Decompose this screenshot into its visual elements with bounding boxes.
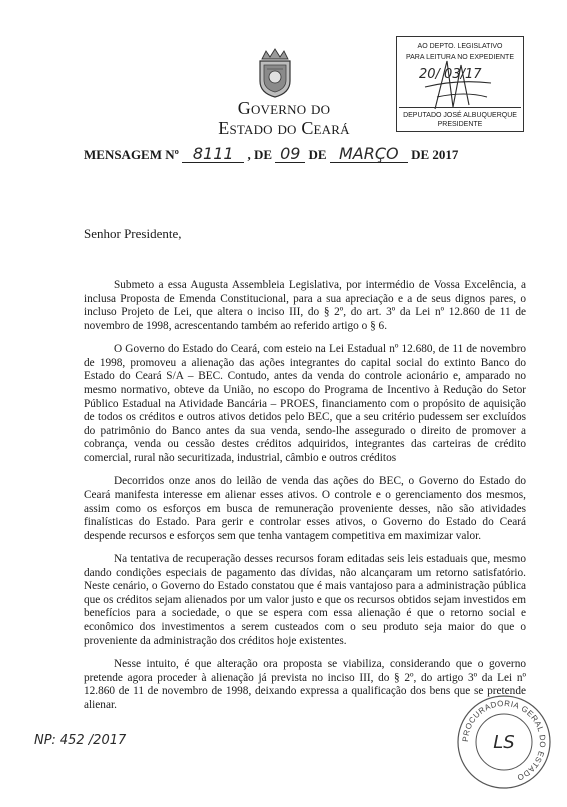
message-number: 8111 xyxy=(182,146,244,163)
message-day: 09 xyxy=(275,146,305,163)
message-number-line xyxy=(84,146,458,163)
message-label: MENSAGEM Nº xyxy=(84,147,179,162)
stamp-date: 20/ 03/17 xyxy=(419,67,482,82)
seal-initials: LS xyxy=(493,732,515,753)
seal-ring-text: PROCURADORIA GERAL DO ESTADO xyxy=(460,698,548,783)
greeting: Senhor Presidente, xyxy=(84,226,182,241)
paragraph-2: O Governo do Estado do Ceará, com esteio na Lei Estadual nº 12.680, de 11 de novembro de 1998, promoveu a alienação das ações integrantes do capital social do extinto Banco do Estado do Ceará S/A – BEC. Contudo, antes da venda do controle acionário e, amparado no mesmo normativo, obteve da União, no escopo do Programa de Incentivo à Redução do Setor Público Estadual na Atividade Bancária – PROES, financiamento com o propósito de aquisição de todos os créditos e outros ativos detidos pelo BEC, que a seu critério pudessem ser excluídos do patrimônio do Banco antes da sua venda, sendo-lhe assegurado o direito de promover a cobrança, venda ou cessão destes créditos adquiridos, integrantes das carteiras de crédito comercial, rural não securitizada, industrial, câmbio e outros créditos xyxy=(84,343,526,464)
gov-title-line2: Estado do Ceará xyxy=(218,118,350,138)
message-body xyxy=(84,279,526,722)
stamp-line-4: PRESIDENTE xyxy=(437,121,483,128)
gov-title-line1: Governo do xyxy=(237,98,331,118)
paragraph-1: Submeto a essa Augusta Assembleia Legislativa, por intermédio de Vossa Excelência, a inclusa Proposta de Emenda Constitucional, para a sua apreciação e a de seus dignos pares, o incluso Projeto de Lei, que altera o inciso III, do § 2º, do art. 3º da Lei nº 12.860 de 11 de novembro de 1998, acrescentando também ao referido artigo o § 6. xyxy=(84,279,526,332)
stamp-line-2: PARA LEITURA NO EXPEDIENTE xyxy=(405,54,514,61)
message-year: DE 2017 xyxy=(411,147,459,162)
stamp-line-3: DEPUTADO JOSÉ ALBUQUERQUE xyxy=(403,112,517,119)
message-de-1: , DE xyxy=(247,147,272,162)
signature-scribble-icon xyxy=(417,57,497,113)
procuradoria-seal-icon xyxy=(454,692,554,792)
paragraph-3: Decorridos onze anos do leilão de venda das ações do BEC, o Governo do Estado do Ceará manifesta interesse em alienar esses ativos. O controle e o gerenciamento dos mesmos, assim como os esforços em busca de remuneração proveniente desses, não são atividades finalísticas do Estado. Para gerir e controlar esses ativos, o Governo do Estado do Ceará despende recursos e esforços sem que tenha vantagem competitiva em maximizar valor. xyxy=(84,475,526,542)
paragraph-5: Nesse intuito, é que alteração ora proposta se viabiliza, considerando que o governo pretende agora proceder à alienação já prevista no inciso III, do § 2º, do artigo 3º da Lei nº 12.860 de 11 de novembro de 1998, deixando expressa a qualificação dos bens que se pretende alienar. xyxy=(84,658,526,711)
government-title xyxy=(190,98,378,138)
ceara-coat-of-arms-icon xyxy=(254,47,296,99)
message-de-2: DE xyxy=(308,147,327,162)
message-month: MARÇO xyxy=(330,146,408,163)
paragraph-4: Na tentativa de recuperação desses recursos foram editadas seis leis estaduais que, mesmo dando condições especiais de pagamento das dívidas, não alcançaram um retorno satisfatório. Neste cenário, o Governo do Estado constatou que é mais vantajoso para a administração pública que os créditos sejam alienados por um valor justo e que os recursos obtidos sejam investidos em benefícios para a sociedade, o que se espera com essa alienação é que o retorno social e econômico dos investimentos a serem custeados com o seu produto seja maior do que o proveniente da administração dos créditos hoje existentes. xyxy=(84,553,526,647)
stamp-line-1: AO DEPTO. LEGISLATIVO xyxy=(417,43,503,50)
stamp-divider xyxy=(399,107,521,108)
reception-stamp xyxy=(396,36,524,132)
protocol-note: NP: 452 /2017 xyxy=(34,733,127,748)
